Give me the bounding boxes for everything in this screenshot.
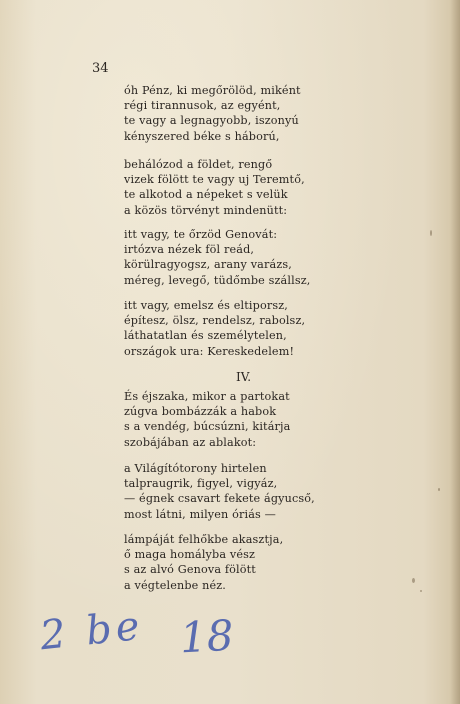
poem-line: a Világítótorony hirtelen [124, 462, 267, 475]
poem-line: irtózva nézek föl reád, [124, 243, 255, 257]
poem-line: régi tirannusok, az egyént, [124, 99, 281, 113]
poem-line: te vagy a legnagyobb, iszonyú [124, 114, 299, 128]
poem-line: s az alvó Genova fölött [124, 563, 256, 577]
poem-line: a közös törvényt mindenütt: [124, 203, 288, 217]
stanza-6 [124, 461, 344, 522]
stanza-7 [124, 532, 344, 593]
paper-speck [438, 488, 440, 491]
poem-line: a végtelenbe néz. [124, 578, 227, 592]
poem-line: kényszered béke s háború, [124, 129, 280, 143]
poem-line: láthatatlan és személytelen, [124, 329, 287, 343]
poem-line: behálózod a földet, rengő [124, 158, 273, 171]
poem-line: te alkotod a népeket s velük [124, 188, 288, 202]
poem-line: méreg, levegő, tüdőmbe szállsz, [124, 273, 311, 287]
stanza-4 [124, 298, 344, 359]
paper-speck [420, 590, 422, 592]
poem-line: építesz, ölsz, rendelsz, rabolsz, [124, 314, 306, 328]
stanza-3 [124, 227, 344, 288]
handwritten-note-right: 18 [178, 610, 235, 663]
poem-line: itt vagy, te őrzöd Genovát: [124, 228, 278, 241]
poem-line: vizek fölött te vagy uj Teremtő, [124, 173, 305, 187]
poem-line: talpraugrik, figyel, vigyáz, [124, 477, 278, 491]
poem-line: lámpáját felhőkbe akasztja, [124, 533, 284, 546]
stanza-1 [124, 83, 344, 144]
poem-line: ő maga homályba vész [124, 548, 256, 562]
poem-line: zúgva bombázzák a habok [124, 405, 277, 419]
poem-line: körülragyogsz, arany varázs, [124, 258, 292, 272]
section-number: IV. [236, 370, 252, 384]
paper-speck [430, 230, 432, 236]
page-edge-shadow [450, 0, 460, 704]
stanza-2 [124, 157, 344, 218]
poem-line: országok ura: Kereskedelem! [124, 344, 295, 358]
stanza-5 [124, 389, 344, 450]
poem-line: — égnek csavart fekete ágyucső, [124, 492, 315, 506]
poem-line: most látni, milyen óriás — [124, 507, 276, 521]
handwritten-note-left: 2 be [37, 602, 146, 660]
poem-line: s a vendég, búcsúzni, kitárja [124, 420, 291, 434]
poem-line: És éjszaka, mikor a partokat [124, 390, 290, 403]
poem-line: szobájában az ablakot: [124, 435, 257, 449]
poem-line: óh Pénz, ki megőrölöd, miként [124, 84, 301, 97]
page-number: 34 [92, 61, 109, 76]
poem-line: itt vagy, emelsz és eltiporsz, [124, 299, 288, 312]
paper-speck [412, 578, 415, 583]
